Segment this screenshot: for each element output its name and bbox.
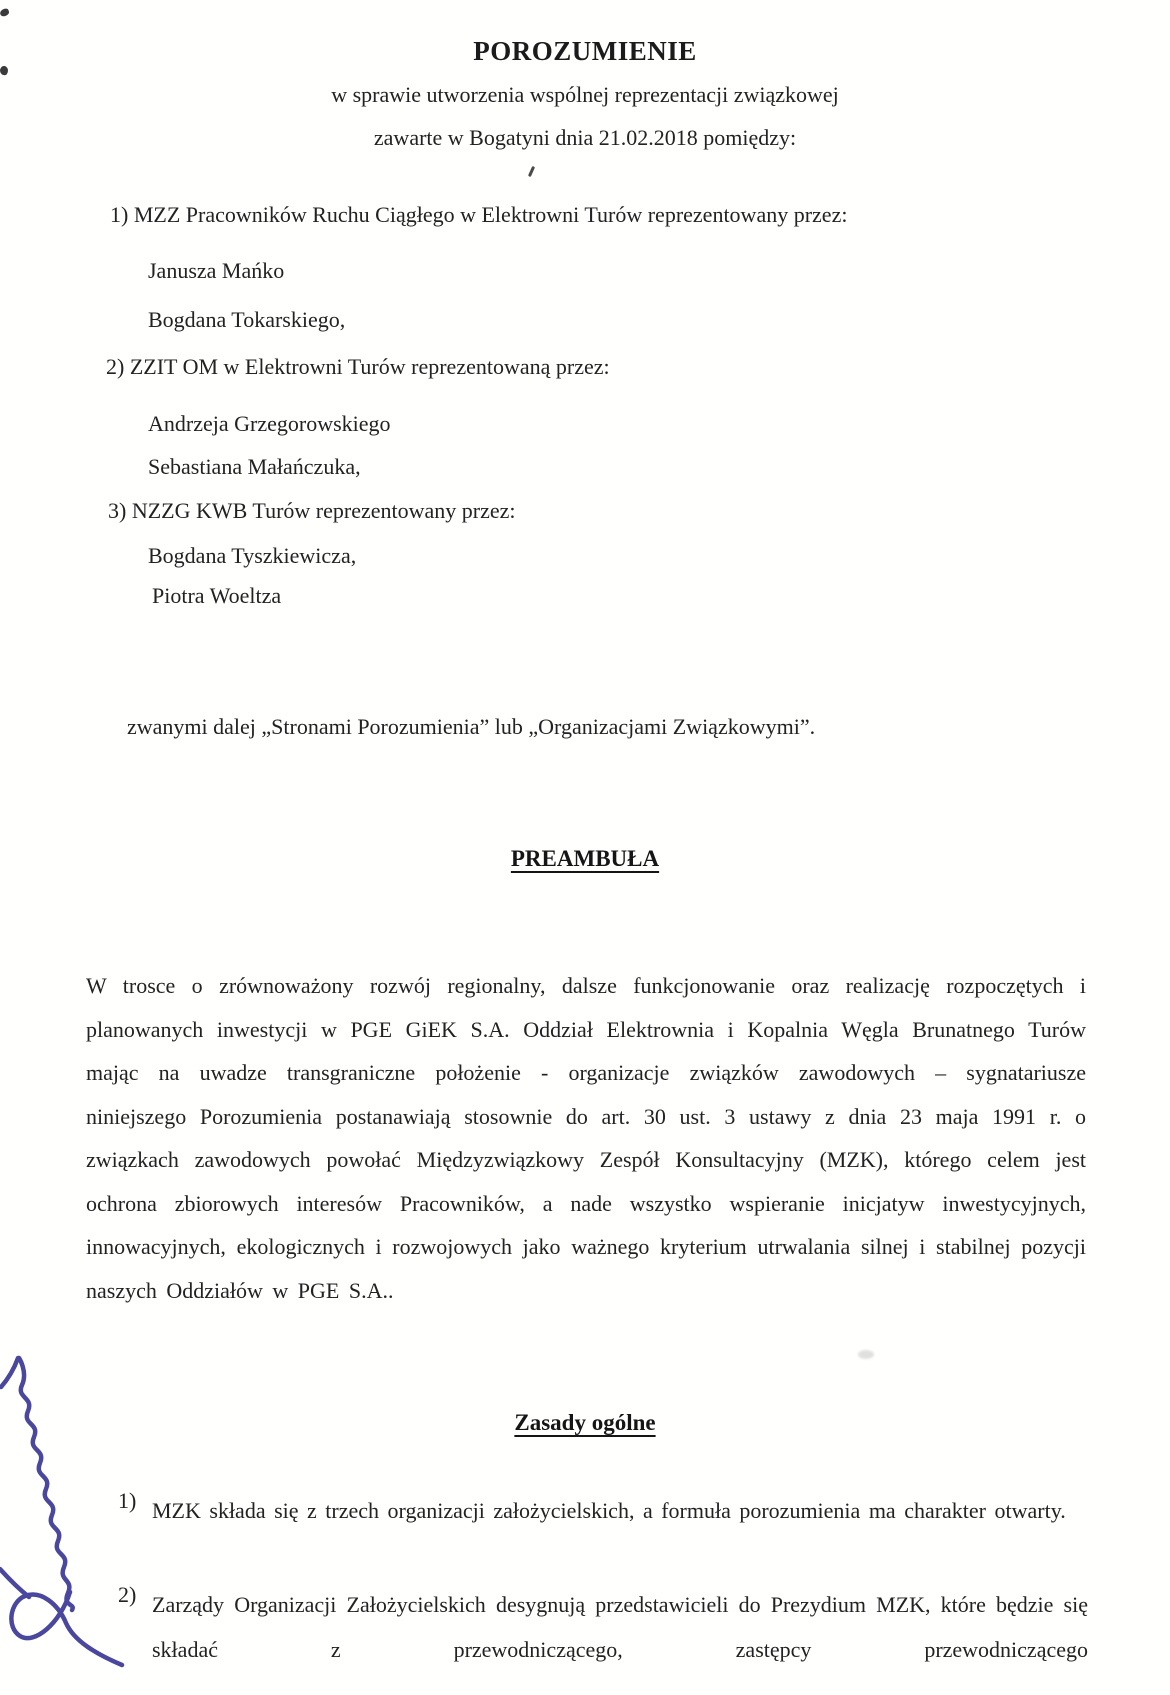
rule-1-text: MZK składa się z trzech organizacji założycielskich, a formuła porozumienia ma charakter otwarty. [152,1498,1066,1523]
party-2-representative: Andrzeja Grzegorowskiego [148,411,391,436]
party-1-representative: Janusza Mańko [148,258,285,283]
document-title: POROZUMIENIE [473,36,697,66]
rule-2-marker: 2) [118,1582,137,1607]
preamble-paragraph: W trosce o zrównoważony rozwój regionalny, dalsze funkcjonowanie oraz realizację rozpoczętych i planowanych inwestycji w PGE GiEK S.A. Oddział Elektrownia i Kopalnia Węgla Brunatnego Turów mając na uwadze transgraniczne położenie - organizacje związków zawodowych – sygnatariusze niniejszego Porozumienia postanawiają stosownie do art. 30 ust. 3 ustawy z dnia 23 maja 1991 r. o związkach zawodowych powołać Międzyzwiązkowy Zespół Konsultacyjny (MZK), którego celem jest ochrona zbiorowych interesów Pracowników, a nade wszystko wspieranie inicjatyw inwestycyjnych, innowacyjnych, ekologicznych i rozwojowych jako ważnego kryterium utrwalania silnej i stabilnej pozycji naszych Oddziałów w PGE S.A.. [86,973,1086,1303]
party-2-label: 2) ZZIT OM w Elektrowni Turów reprezentowaną przez: [106,354,610,379]
document-subtitle: w sprawie utworzenia wspólnej reprezentacji związkowej [331,82,839,107]
party-3-label: 3) NZZG KWB Turów reprezentowany przez: [108,498,516,523]
party-1-label: 1) MZZ Pracowników Ruchu Ciągłego w Elektrowni Turów reprezentowany przez: [110,202,848,227]
scan-artifact [858,1350,874,1359]
preamble-heading: PREAMBUŁA [510,846,660,871]
document-date-line: zawarte w Bogatyni dnia 21.02.2018 pomiędzy: [373,125,797,150]
rule-1-marker: 1) [118,1488,137,1513]
rule-2-text: Zarządy Organizacji Założycielskich desygnują przedstawicieli do Prezydium MZK, które będzie się składać z przewodniczącego, zastępcy przewodniczącego [152,1592,1088,1662]
general-rules-heading: Zasady ogólne [514,1410,656,1435]
party-2-representative: Sebastiana Małańczuka, [148,454,361,479]
naming-clause: zwanymi dalej „Stronami Porozumienia” lub „Organizacjami Związkowymi”. [127,714,816,739]
party-3-representative: Piotra Woeltza [152,583,282,608]
scan-artifact [0,8,10,17]
party-3-representative: Bogdana Tyszkiewicza, [148,543,357,568]
scan-artifact [528,166,535,177]
handwritten-signature [0,1352,130,1672]
party-1-representative: Bogdana Tokarskiego, [148,307,346,332]
